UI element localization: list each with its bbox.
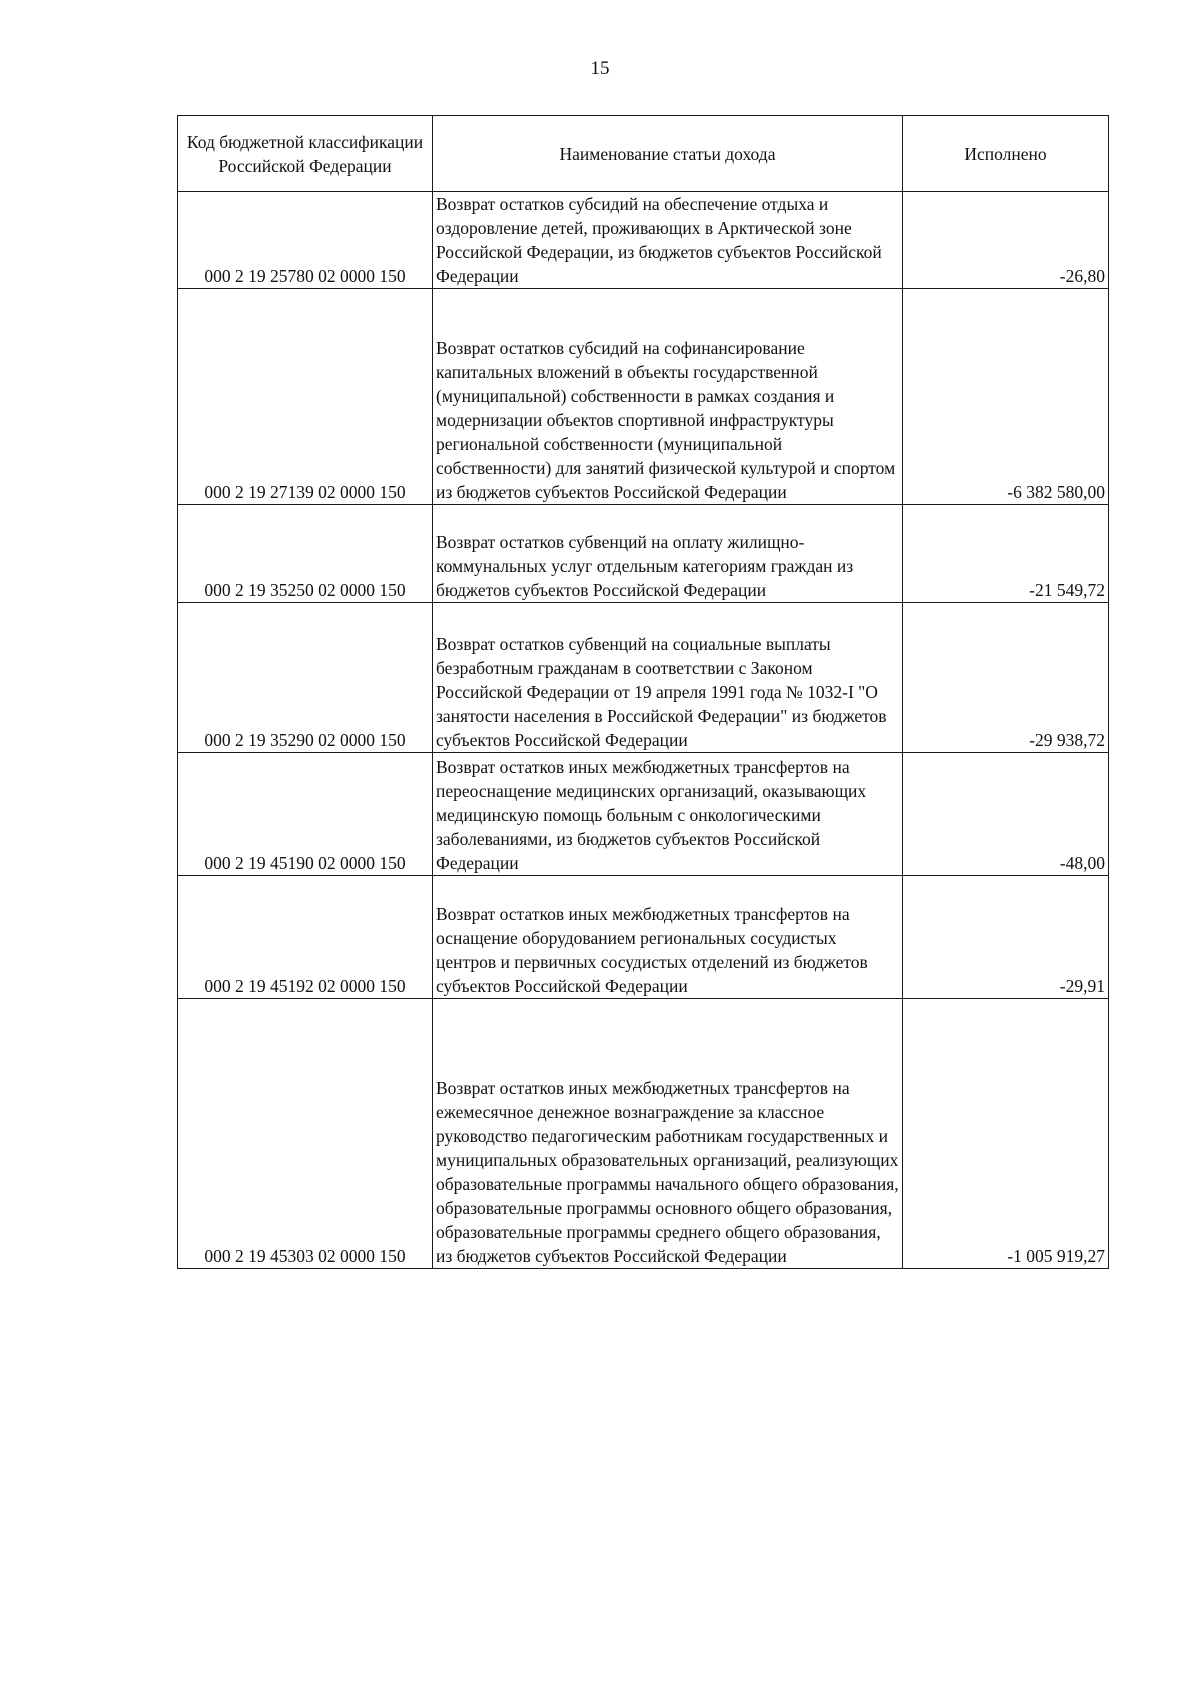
table-row [178,753,1109,876]
row-name: Возврат остатков иных межбюджетных трансфертов на переоснащение медицинских организаций, оказывающих медицинскую помощь больным с онкологическими заболеваниями, из бюджетов субъектов Российской Федерации [433,753,903,876]
table-row [178,505,1109,603]
row-name: Возврат остатков субвенций на социальные выплаты безработным гражданам в соответствии с Законом Российской Федерации от 19 апреля 1991 года № 1032-I "О занятости населения в Российской Федерации" из бюджетов субъектов Российской Федерации [433,603,903,753]
table-row [178,289,1109,505]
row-code: 000 2 19 45192 02 0000 150 [178,876,433,999]
row-name: Возврат остатков иных межбюджетных трансфертов на оснащение оборудованием региональных сосудистых центров и первичных сосудистых отделений из бюджетов субъектов Российской Федерации [433,876,903,999]
page-number: 15 [590,58,610,79]
row-executed: -6 382 580,00 [903,289,1109,505]
row-executed: -1 005 919,27 [903,999,1109,1269]
row-executed: -29,91 [903,876,1109,999]
row-name: Возврат остатков субвенций на оплату жилищно-коммунальных услуг отдельным категориям граждан из бюджетов субъектов Российской Федерации [433,505,903,603]
row-code: 000 2 19 25780 02 0000 150 [178,192,433,289]
row-executed: -48,00 [903,753,1109,876]
table-row [178,192,1109,289]
row-executed: -29 938,72 [903,603,1109,753]
table-row [178,999,1109,1269]
row-name: Возврат остатков иных межбюджетных трансфертов на ежемесячное денежное вознаграждение за классное руководство педагогическим работникам государственных и муниципальных образовательных организаций, реализующих образовательные программы начального общего образования, образовательные программы основного общего образования, образовательные программы среднего общего образования, из бюджетов субъектов Российской Федерации [433,999,903,1269]
table-header-row [178,116,1109,192]
row-code: 000 2 19 35290 02 0000 150 [178,603,433,753]
row-executed: -21 549,72 [903,505,1109,603]
budget-revenue-table [177,115,1109,1269]
table-row [178,876,1109,999]
table-row [178,603,1109,753]
row-executed: -26,80 [903,192,1109,289]
row-name: Возврат остатков субсидий на обеспечение отдыха и оздоровление детей, проживающих в Арктической зоне Российской Федерации, из бюджетов субъектов Российской Федерации [433,192,903,289]
row-code: 000 2 19 35250 02 0000 150 [178,505,433,603]
row-code: 000 2 19 45190 02 0000 150 [178,753,433,876]
header-code: Код бюджетной классификации Российской Федерации [178,116,433,192]
row-code: 000 2 19 45303 02 0000 150 [178,999,433,1269]
row-name: Возврат остатков субсидий на софинансирование капитальных вложений в объекты государственной (муниципальной) собственности в рамках создания и модернизации объектов спортивной инфраструктуры региональной собственности (муниципальной собственности) для занятий физической культурой и спортом из бюджетов субъектов Российской Федерации [433,289,903,505]
header-name: Наименование статьи дохода [433,116,903,192]
header-executed: Исполнено [903,116,1109,192]
row-code: 000 2 19 27139 02 0000 150 [178,289,433,505]
